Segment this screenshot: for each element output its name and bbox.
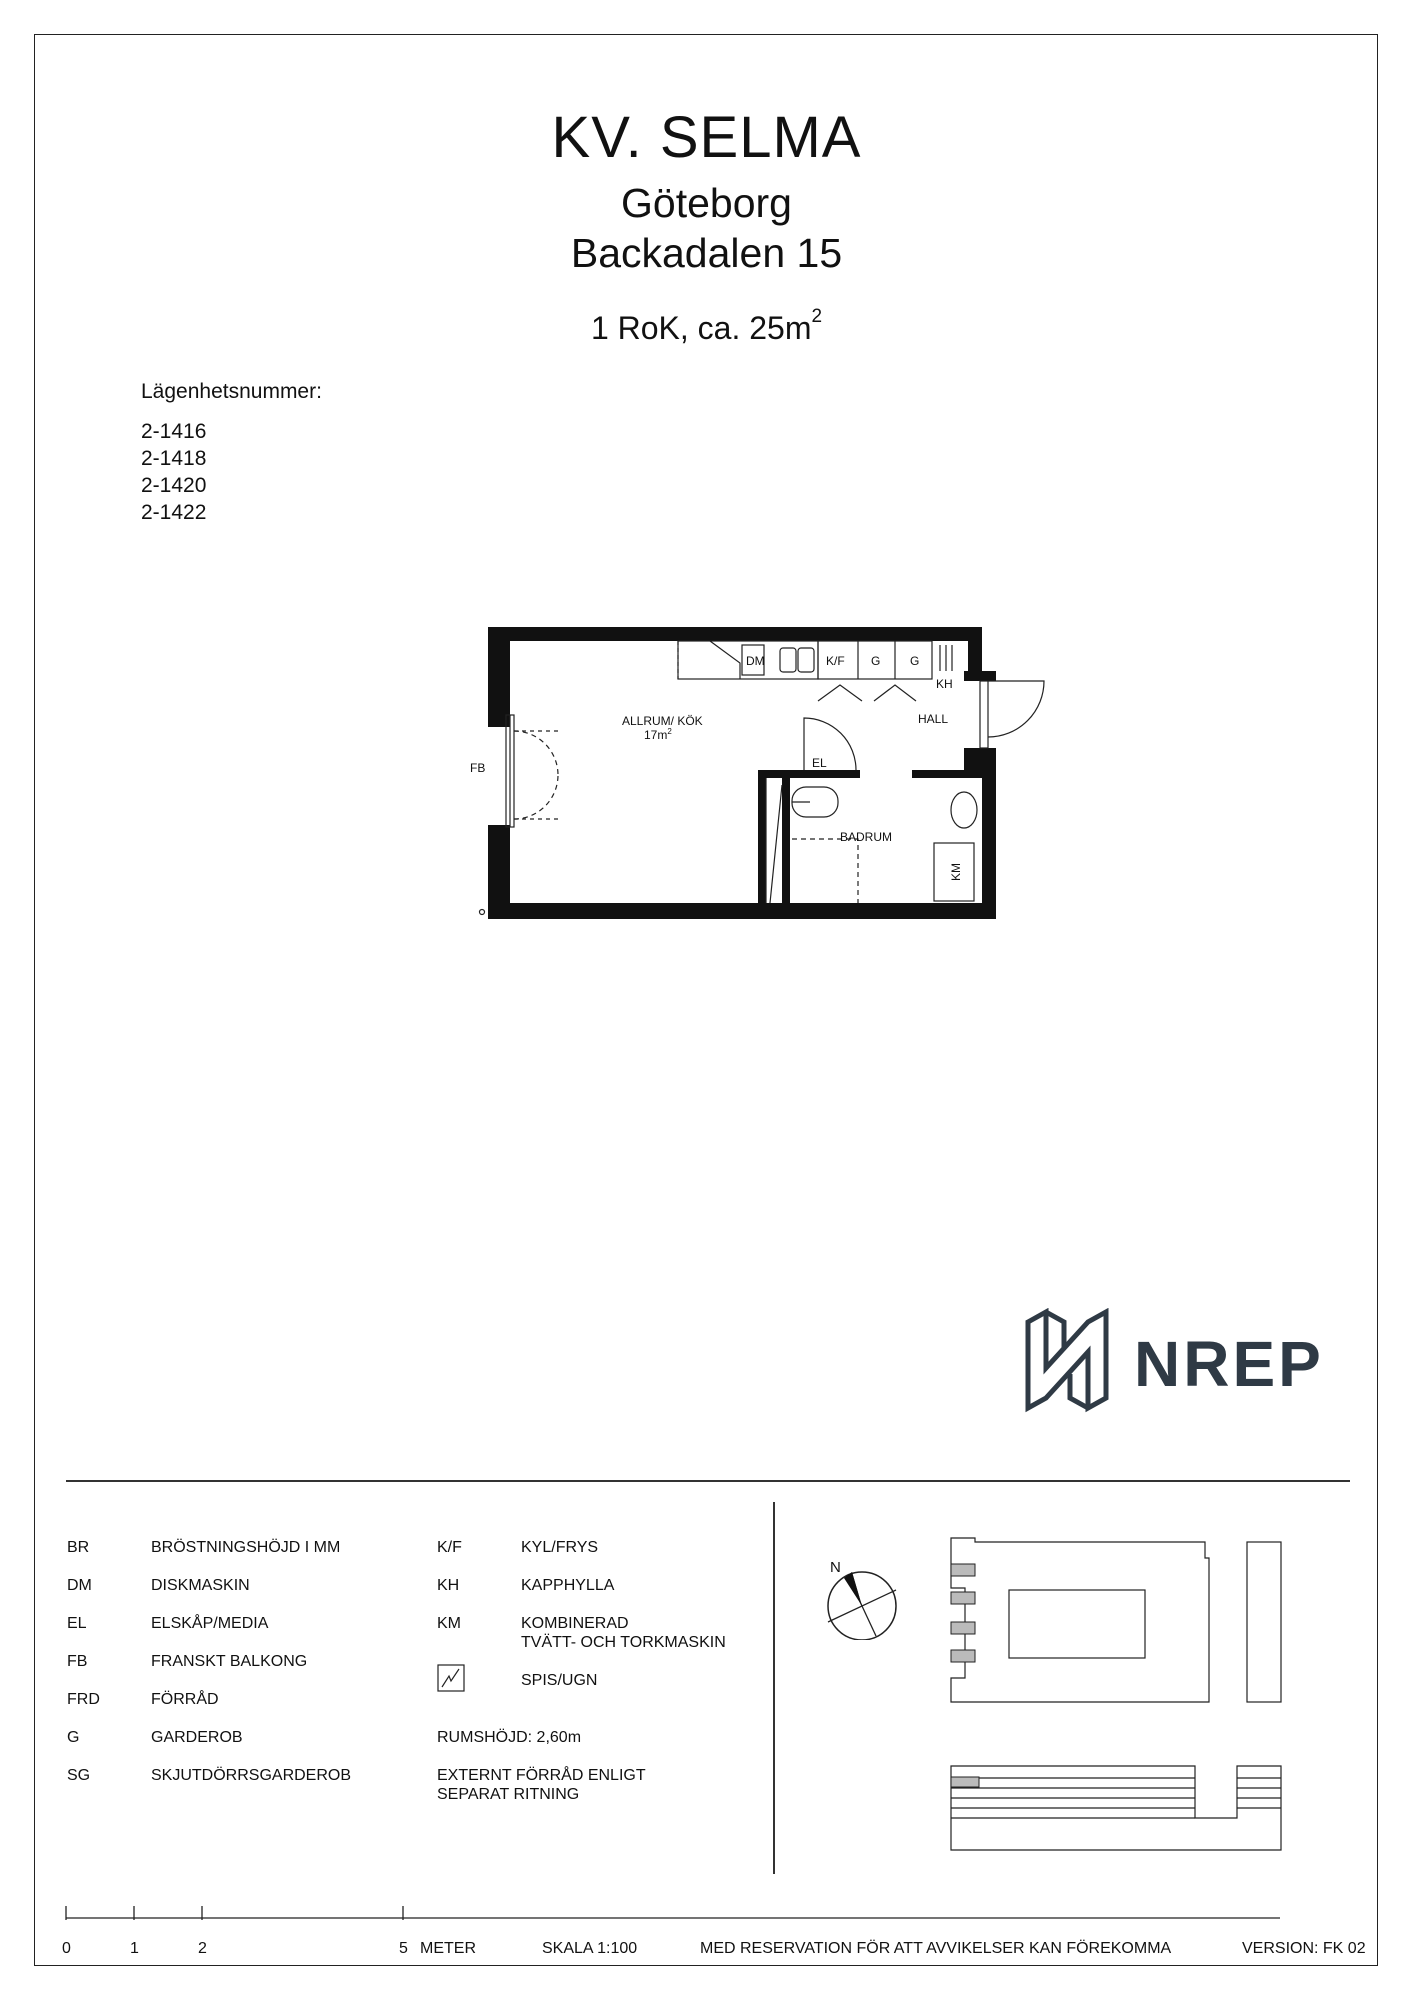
legend-abbr: KH	[437, 1577, 460, 1594]
legend-right-abbrs	[437, 1538, 462, 1652]
label-km: KM	[949, 863, 963, 881]
label-kh: KH	[936, 677, 953, 691]
wall-bath-top-left	[758, 770, 860, 778]
storage-note-line: SEPARAT RITNING	[437, 1786, 580, 1803]
apartment-number: 2-1420	[141, 474, 207, 497]
wall-right-upper	[968, 627, 982, 671]
wall-bottom	[488, 903, 996, 919]
apartment-number: 2-1422	[141, 501, 207, 524]
floor-plan	[470, 615, 1070, 925]
scale-text: SKALA 1:100	[542, 1940, 638, 1957]
legend-left-descs	[151, 1538, 351, 1804]
entry-door	[988, 681, 1044, 737]
highlight-unit	[951, 1564, 975, 1576]
nrep-logo-mark	[1028, 1312, 1106, 1408]
storage-note	[437, 1766, 646, 1804]
legend-abbr: BR	[67, 1539, 90, 1556]
legend-desc: BRÖSTNINGSHÖJD I MM	[151, 1539, 341, 1556]
legend-desc: KAPPHYLLA	[521, 1577, 615, 1594]
legend-abbr: EL	[67, 1615, 87, 1632]
highlight-unit	[951, 1592, 975, 1604]
city-name: Göteborg	[621, 180, 792, 226]
building-block	[951, 1538, 1209, 1702]
north-arrow	[818, 1560, 898, 1640]
scale-unit: METER	[420, 1940, 476, 1957]
legend-right-descs	[521, 1538, 726, 1652]
address: Backadalen 15	[570, 230, 843, 276]
label-g1: G	[871, 654, 881, 668]
legend-abbr: K/F	[437, 1539, 462, 1556]
wall-top	[488, 627, 982, 641]
legend-desc: SKJUTDÖRRSGARDEROB	[151, 1767, 352, 1784]
page-title: KV. SELMA	[551, 105, 862, 170]
room-label-main: ALLRUM/ KÖK	[622, 714, 703, 728]
stove-icon	[437, 1664, 465, 1692]
wall-bath-left	[758, 770, 766, 910]
highlight-unit	[951, 1650, 975, 1662]
label-kf: K/F	[826, 654, 845, 668]
label-dm: DM	[746, 654, 765, 668]
courtyard	[1009, 1590, 1145, 1658]
legend-desc: KOMBINERAD	[521, 1615, 629, 1632]
label-el: EL	[812, 756, 827, 770]
highlight-unit	[951, 1622, 975, 1634]
scale-bar	[60, 1898, 1290, 1938]
side-building	[1247, 1542, 1281, 1702]
wall-left-upper	[488, 627, 510, 727]
nrep-logo-text: NREP	[1134, 1328, 1324, 1400]
legend-desc: DISKMASKIN	[151, 1577, 250, 1594]
apartment-number-list	[141, 418, 206, 526]
highlight-unit	[951, 1777, 979, 1787]
legend-desc-stove: SPIS/UGN	[521, 1672, 598, 1689]
label-g2: G	[910, 654, 920, 668]
version: VERSION: FK 02	[1242, 1940, 1366, 1957]
legend-abbr: G	[67, 1729, 80, 1746]
legend-desc: GARDEROB	[151, 1729, 243, 1746]
legend-desc: KYL/FRYS	[521, 1539, 599, 1556]
ceiling-height: RUMSHÖJD: 2,60m	[437, 1729, 582, 1746]
legend-divider	[773, 1502, 775, 1874]
legend-desc: FRANSKT BALKONG	[151, 1653, 308, 1670]
disclaimer: MED RESERVATION FÖR ATT AVVIKELSER KAN FÖREKOMMA	[700, 1940, 1172, 1957]
wall-bath-top-right	[912, 770, 982, 778]
scale-tick-2: 2	[198, 1940, 207, 1957]
apartment-numbers-label: Lägenhetsnummer:	[141, 380, 322, 403]
scale-tick-5: 5	[399, 1940, 408, 1957]
nrep-logo	[1024, 1308, 1352, 1418]
legend-abbr: FRD	[67, 1691, 100, 1708]
wall-right-notch	[964, 671, 996, 681]
size-superscript: 2	[811, 306, 823, 327]
apartment-number: 2-1418	[141, 447, 207, 470]
legend-abbr: KM	[437, 1615, 461, 1632]
site-plan	[945, 1528, 1285, 1864]
legend-abbr: DM	[67, 1577, 92, 1594]
room-label-bath: BADRUM	[840, 830, 893, 844]
storage-note-line: EXTERNT FÖRRÅD ENLIGT	[437, 1767, 646, 1784]
legend-desc: ELSKÅP/MEDIA	[151, 1615, 269, 1632]
legend-separator	[66, 1480, 1350, 1482]
scale-tick-0: 0	[62, 1940, 71, 1957]
room-label-hall: HALL	[918, 712, 949, 726]
wall-bath-inner	[782, 778, 790, 910]
wall-right-bath	[982, 770, 996, 919]
label-fb: FB	[470, 761, 486, 775]
apartment-number: 2-1416	[141, 420, 207, 443]
room-area-main: $17m^2$	[644, 727, 672, 742]
apartment-size	[0, 306, 1413, 347]
washbasin	[951, 792, 977, 828]
legend-abbr: FB	[67, 1653, 88, 1670]
entry-door-frame	[980, 681, 988, 748]
legend-left-abbrs	[67, 1538, 100, 1804]
legend-abbr: SG	[67, 1767, 91, 1784]
legend-desc: FÖRRÅD	[151, 1691, 219, 1708]
wall-left-lower	[488, 825, 510, 915]
north-label: N	[830, 1560, 841, 1576]
size-text: 1 RoK, ca. 25m	[590, 310, 812, 346]
legend-desc: TVÄTT- OCH TORKMASKIN	[521, 1634, 726, 1651]
scale-tick-1: 1	[130, 1940, 139, 1957]
